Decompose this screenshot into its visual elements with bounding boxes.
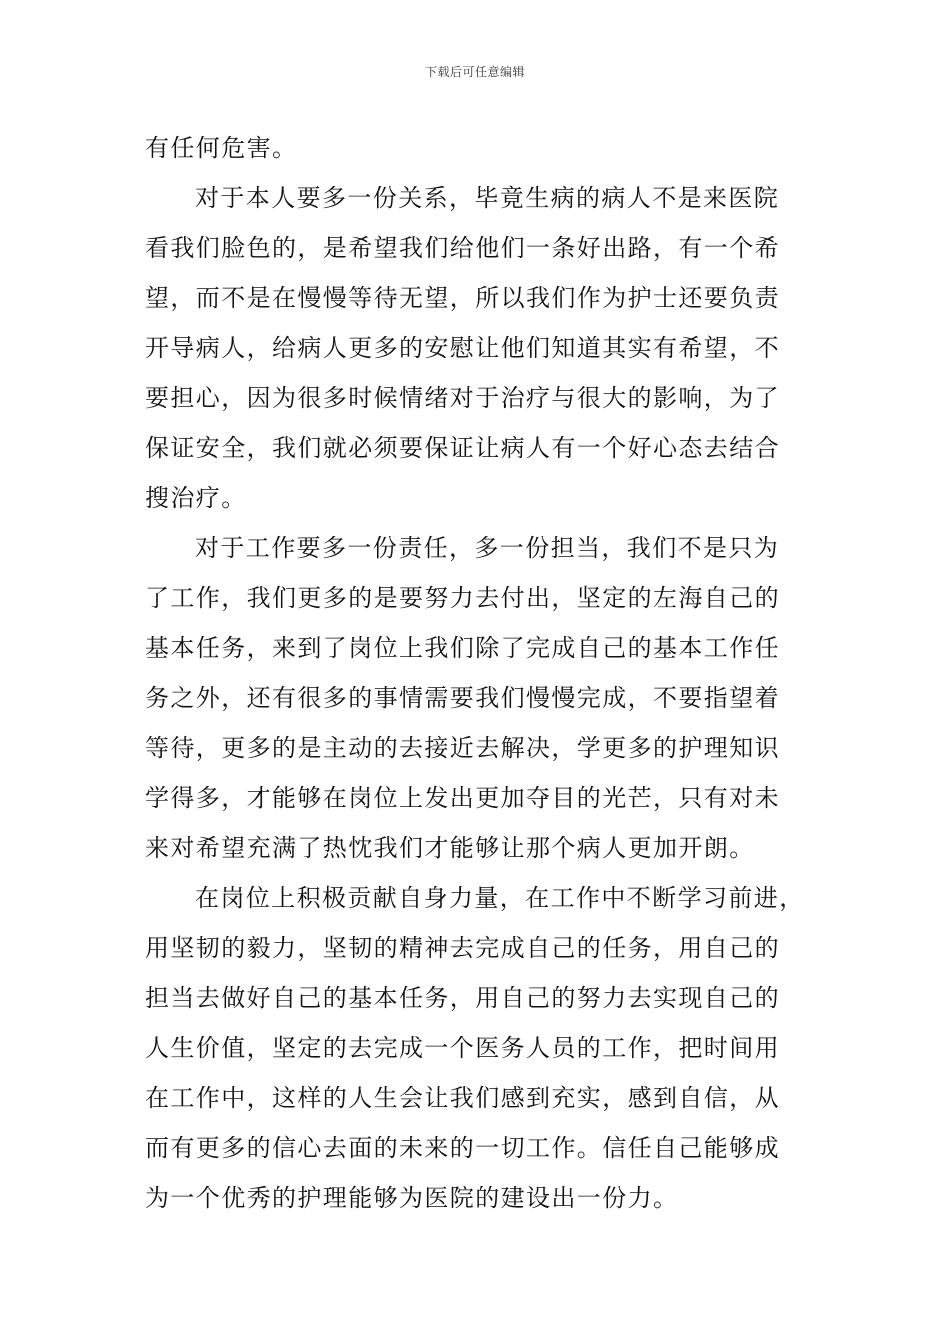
text-line: 来对希望充满了热忱我们才能够让那个病人更加开朗。	[145, 834, 755, 862]
text-line: 用坚韧的毅力，坚韧的精神去完成自己的任务，用自己的	[145, 934, 780, 962]
paragraph	[145, 123, 811, 173]
text-line: 基本任务，来到了岗位上我们除了完成自己的基本工作任	[145, 634, 780, 662]
text-line: 要担心，因为很多时候情绪对于治疗与很大的影响，为了	[145, 384, 780, 412]
text-line: 保证安全，我们就必须要保证让病人有一个好心态去结合	[145, 434, 780, 462]
text-line: 务之外，还有很多的事情需要我们慢慢完成，不要指望着	[145, 684, 780, 712]
text-line: 而有更多的信心去面的未来的一切工作。信任自己能够成	[145, 1134, 780, 1162]
text-line: 在岗位上积极贡献自身力量，在工作中不断学习前进，	[195, 884, 805, 912]
text-line: 搜治疗。	[145, 484, 247, 512]
text-line: 对于本人要多一份关系，毕竟生病的病人不是来医院	[195, 184, 780, 212]
text-line: 开导病人，给病人更多的安慰让他们知道其实有希望，不	[145, 334, 780, 362]
text-line: 对于工作要多一份责任，多一份担当，我们不是只为	[195, 534, 780, 562]
text-line: 在工作中，这样的人生会让我们感到充实，感到自信，从	[145, 1084, 780, 1112]
paragraph	[145, 873, 811, 1223]
text-line: 为一个优秀的护理能够为医院的建设出一份力。	[145, 1184, 679, 1212]
text-line: 望，而不是在慢慢等待无望，所以我们作为护士还要负责	[145, 284, 780, 312]
document-body	[145, 123, 811, 1223]
text-line: 担当去做好自己的基本任务，用自己的努力去实现自己的	[145, 984, 780, 1012]
text-line: 人生价值，坚定的去完成一个医务人员的工作，把时间用	[145, 1034, 780, 1062]
paragraph	[145, 523, 811, 873]
paragraph	[145, 173, 811, 523]
page-header: 下载后可任意编辑	[424, 65, 525, 79]
text-line: 学得多，才能够在岗位上发出更加夺目的光芒，只有对未	[145, 784, 780, 812]
text-line: 有任何危害。	[145, 134, 298, 162]
text-line: 看我们脸色的，是希望我们给他们一条好出路，有一个希	[145, 234, 780, 262]
text-line: 了工作，我们更多的是要努力去付出，坚定的左海自己的	[145, 584, 780, 612]
text-line: 等待，更多的是主动的去接近去解决，学更多的护理知识	[145, 734, 780, 762]
